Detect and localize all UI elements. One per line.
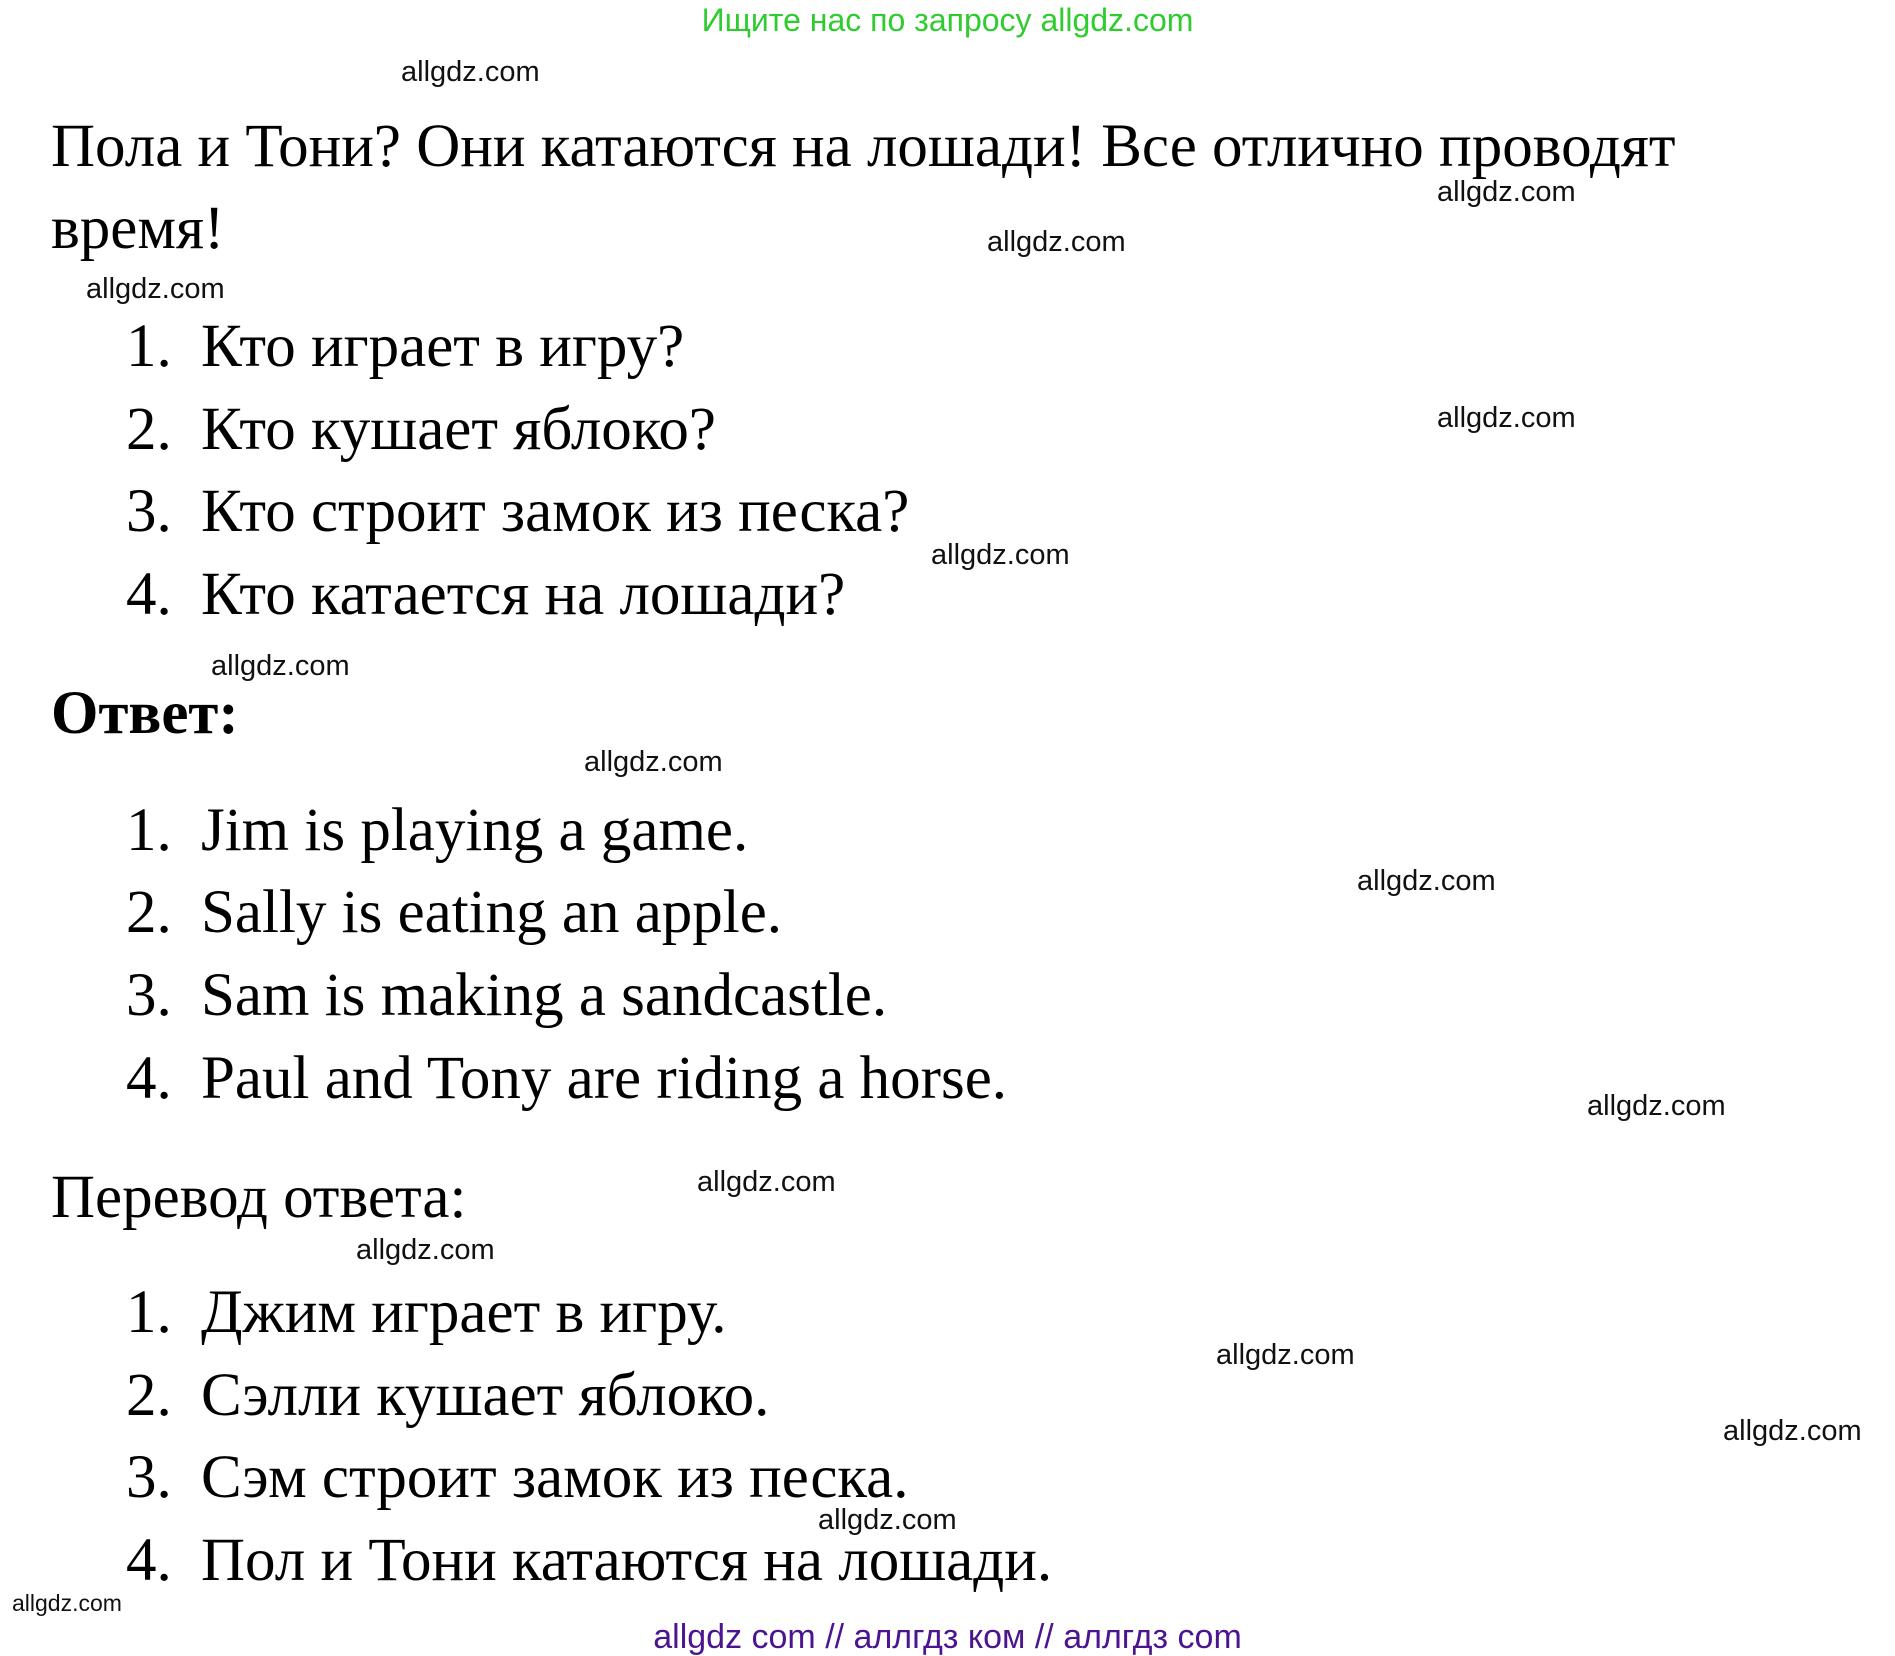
- footer-links: allgdz com // аллгдз ком // аллгдз com: [653, 1618, 1242, 1656]
- answer-item: Sally is eating an apple.: [201, 879, 783, 946]
- answer-item: Jim is playing a game.: [201, 797, 749, 864]
- list-number: 4.: [126, 1527, 172, 1594]
- translation-heading: Перевод ответа:: [51, 1164, 467, 1231]
- list-number: 2.: [126, 1362, 172, 1429]
- watermark: allgdz.com: [697, 1166, 836, 1198]
- watermark: allgdz.com: [211, 650, 350, 682]
- list-number: 4.: [126, 1045, 172, 1112]
- watermark: allgdz.com: [1357, 865, 1496, 897]
- list-number: 2.: [126, 396, 172, 463]
- intro-line-2: время!: [51, 195, 225, 262]
- translation-item: Джим играет в игру.: [201, 1279, 727, 1346]
- translation-item: Сэлли кушает яблоко.: [201, 1362, 770, 1429]
- watermark: allgdz.com: [12, 1590, 122, 1616]
- question-item: Кто играет в игру?: [201, 313, 685, 380]
- watermark: allgdz.com: [401, 56, 540, 88]
- translation-item: Сэм строит замок из песка.: [201, 1444, 909, 1511]
- search-hint-banner: Ищите нас по запросу allgdz.com: [701, 2, 1194, 38]
- list-number: 4.: [126, 561, 172, 628]
- watermark: allgdz.com: [1587, 1090, 1726, 1122]
- question-item: Кто кушает яблоко?: [201, 396, 716, 463]
- list-number: 2.: [126, 879, 172, 946]
- list-number: 3.: [126, 478, 172, 545]
- watermark: allgdz.com: [1216, 1339, 1355, 1371]
- list-number: 1.: [126, 797, 172, 864]
- intro-line-1: Пола и Тони? Они катаются на лошади! Все отлично проводят: [51, 113, 1676, 180]
- watermark: allgdz.com: [86, 273, 225, 305]
- answer-heading: Ответ:: [51, 680, 239, 747]
- list-number: 1.: [126, 1279, 172, 1346]
- question-item: Кто катается на лошади?: [201, 561, 846, 628]
- watermark: allgdz.com: [356, 1234, 495, 1266]
- watermark: allgdz.com: [931, 539, 1070, 571]
- watermark: allgdz.com: [987, 226, 1126, 258]
- question-item: Кто строит замок из песка?: [201, 478, 910, 545]
- list-number: 3.: [126, 1444, 172, 1511]
- watermark: allgdz.com: [818, 1504, 957, 1536]
- watermark: allgdz.com: [1437, 176, 1576, 208]
- watermark: allgdz.com: [1723, 1415, 1862, 1447]
- watermark: allgdz.com: [584, 746, 723, 778]
- list-number: 3.: [126, 962, 172, 1029]
- answer-item: Sam is making a sandcastle.: [201, 962, 888, 1029]
- list-number: 1.: [126, 313, 172, 380]
- answer-item: Paul and Tony are riding a horse.: [201, 1045, 1008, 1112]
- translation-item: Пол и Тони катаются на лошади.: [201, 1527, 1053, 1594]
- watermark: allgdz.com: [1437, 402, 1576, 434]
